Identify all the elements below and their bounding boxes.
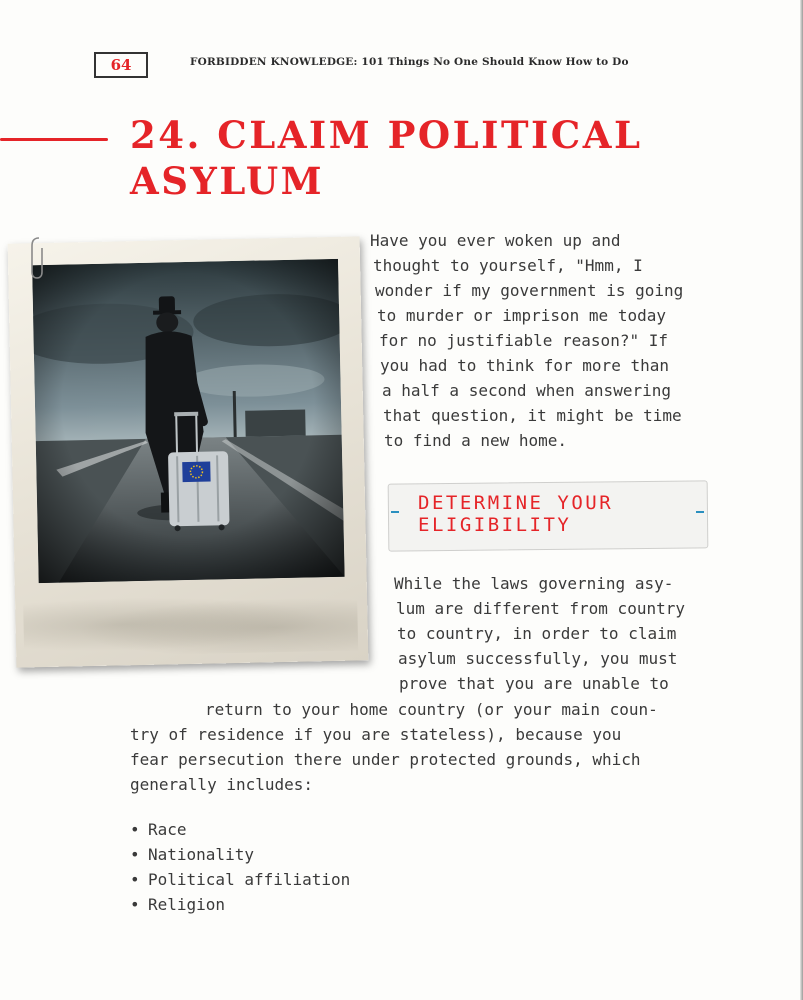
photo-frame [8, 236, 369, 667]
heading-dash-right [696, 511, 704, 513]
intro-line: to murder or imprison me today [377, 306, 666, 325]
paragraph-line: fear persecution there under protected grounds, which [130, 750, 641, 769]
section-heading [418, 492, 613, 536]
section-heading-line-1: DETERMINE YOUR [418, 492, 614, 514]
list-item-label: Race [148, 820, 187, 839]
intro-line: Have you ever woken up and [370, 231, 621, 250]
intro-line: a half a second when answering [382, 381, 671, 400]
list-item [130, 817, 350, 842]
bullet-icon: • [130, 895, 140, 914]
bullet-icon: • [130, 820, 140, 839]
intro-line: you had to think for more than [380, 356, 669, 375]
running-head: FORBIDDEN KNOWLEDGE: 101 Things No One Should Know How to Do [190, 56, 629, 68]
list-item-label: Political affiliation [148, 870, 351, 889]
intro-line: for no justifiable reason?" If [379, 331, 668, 350]
protected-grounds-list [130, 817, 350, 917]
paragraph-line: lum are different from country [396, 599, 685, 618]
chapter-title [130, 112, 690, 204]
traveler-photo [32, 259, 345, 583]
page-number: 64 [94, 52, 148, 78]
chapter-title-line-1: 24. CLAIM POLITICAL [130, 113, 643, 157]
intro-line: that question, it might be time [383, 406, 682, 425]
paragraph-line: While the laws governing asy- [394, 574, 674, 593]
bullet-icon: • [130, 845, 140, 864]
bullet-icon: • [130, 870, 140, 889]
paragraph-line: asylum successfully, you must [398, 649, 678, 668]
intro-line: to find a new home. [384, 431, 568, 450]
intro-line: thought to yourself, "Hmm, I [373, 256, 643, 275]
frame-grime [23, 588, 358, 657]
paragraph-line: prove that you are unable to [399, 674, 669, 693]
list-item-label: Nationality [148, 845, 254, 864]
list-item [130, 892, 350, 917]
heading-dash-left [391, 511, 399, 513]
paragraph-line: to country, in order to claim [397, 624, 677, 643]
title-rule [0, 138, 108, 141]
list-item [130, 842, 350, 867]
section-heading-line-2: ELIGIBILITY [418, 514, 572, 536]
paper-clip-icon [30, 236, 44, 280]
list-item [130, 867, 350, 892]
chapter-title-line-2: ASYLUM [130, 159, 325, 203]
paragraph-line: try of residence if you are stateless), because you [130, 725, 622, 744]
intro-line: wonder if my government is going [375, 281, 684, 300]
list-item-label: Religion [148, 895, 226, 914]
paragraph-line: return to your home country (or your main coun- [205, 700, 658, 719]
paragraph-line: generally includes: [130, 775, 314, 794]
